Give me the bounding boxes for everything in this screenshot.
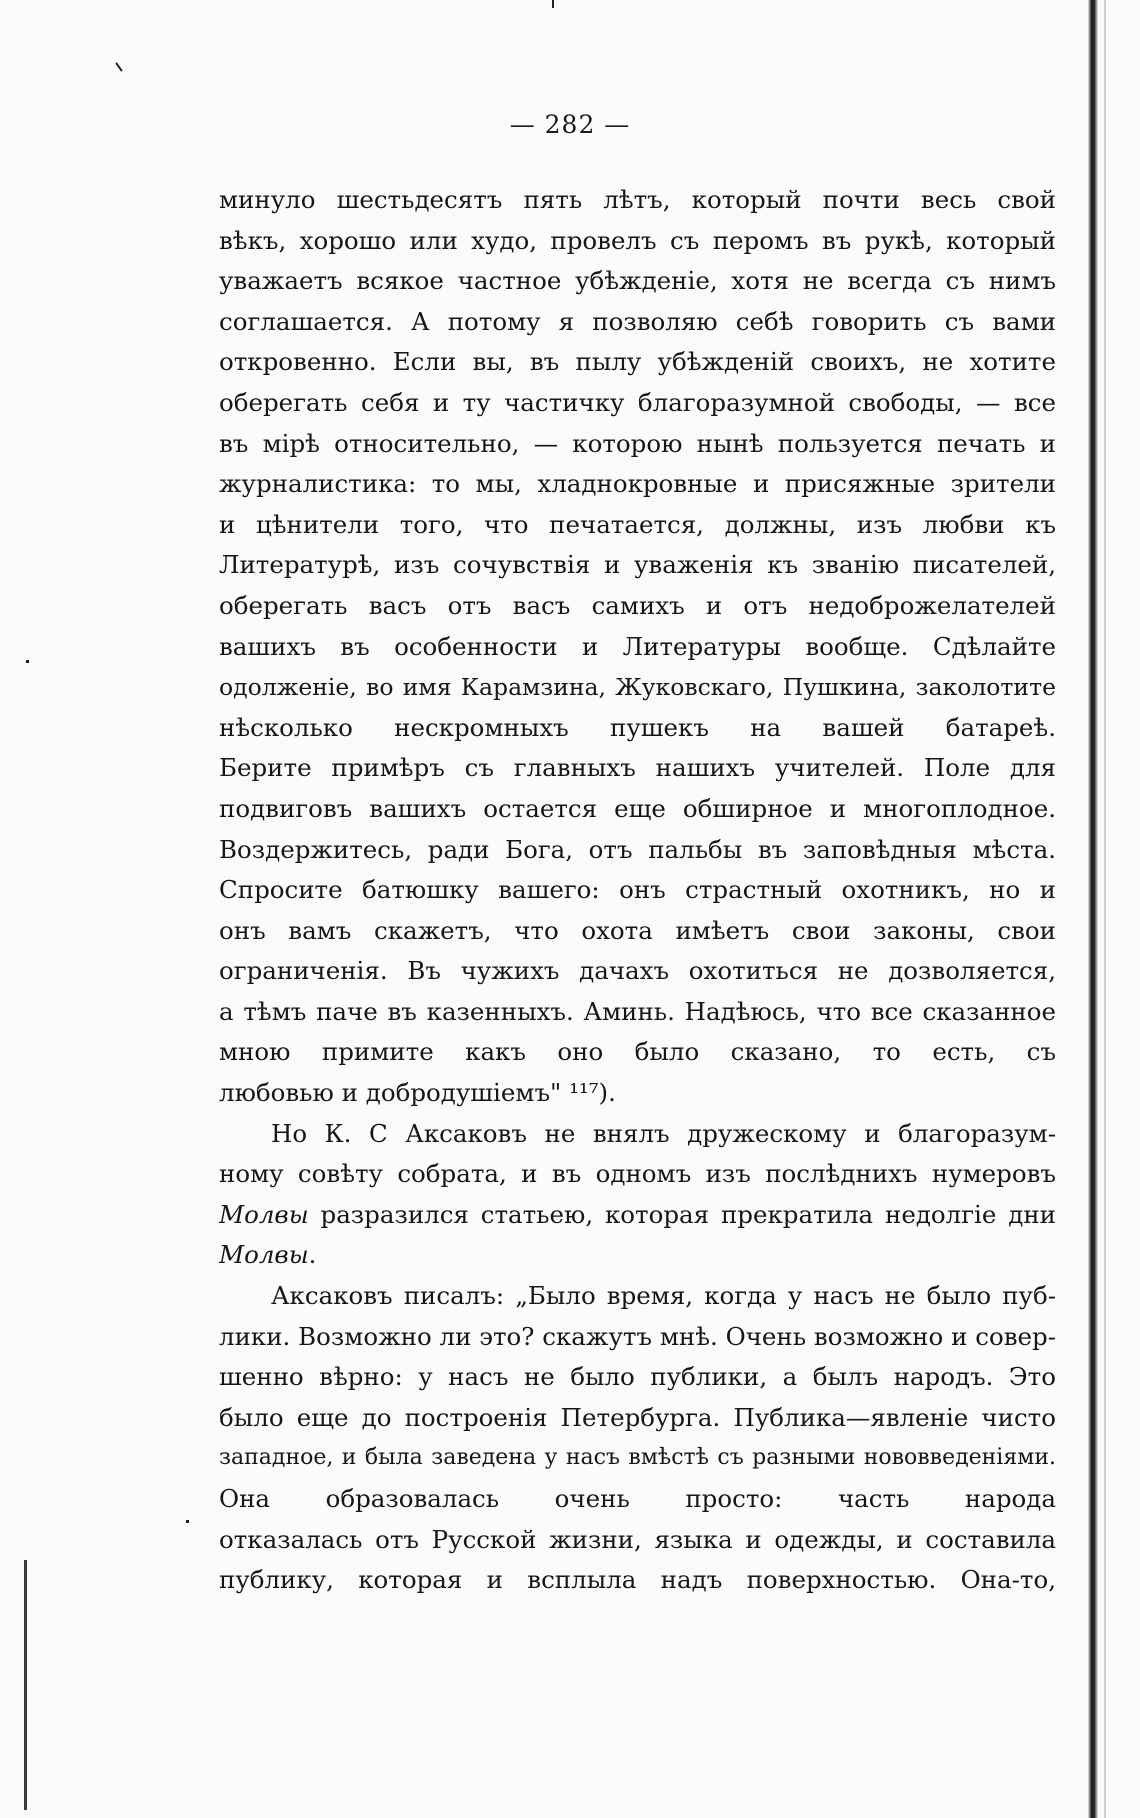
text-line: Литературѣ, изъ сочувствія и уваженія къ званію писателей, (219, 550, 1056, 580)
italic-title: Молвы (219, 1199, 309, 1229)
text-line: подвиговъ вашихъ остается еще обширное и многоплодное. (219, 793, 1056, 823)
text-line: одолженіе, во имя Карамзина, Жуковскаго, Пушкина, заколотите (219, 673, 1056, 702)
paragraph-2 (219, 1114, 1056, 1276)
text-line: публику, которая и всплыла надъ поверхностью. Она-то, (219, 1565, 1056, 1595)
page-edge-line (1104, 0, 1106, 1818)
text-line: шенно вѣрно: у насъ не было публики, а былъ народъ. Это (219, 1362, 1056, 1392)
text-run: разразился статьею, которая прекратила недолгіе дни (308, 1199, 1056, 1229)
text-line: Она образовалась очень просто: часть народа (219, 1484, 1056, 1513)
paragraph-1 (219, 180, 1056, 1114)
text-line: уважаетъ всякое частное убѣжденіе, хотя не всегда съ нимъ (219, 266, 1056, 296)
text-line: журналистика: то мы, хладнокровные и присяжные зрители (219, 469, 1056, 499)
text-line: Воздержитесь, ради Бога, отъ пальбы въ заповѣдныя мѣста. (219, 834, 1056, 864)
text-line: въ мірѣ относительно, — которою нынѣ пользуется печать и (219, 428, 1056, 458)
text-line: Аксаковъ писалъ: „Было время, когда у насъ не было пуб- (271, 1281, 1056, 1311)
text-line: нѣсколько нескромныхъ пушекъ на вашей батареѣ. (219, 712, 1056, 742)
scan-speck (552, 0, 554, 8)
text-line: лики. Возможно ли это? скажутъ мнѣ. Очень возможно и совер- (219, 1321, 1056, 1351)
text-line: любовью и добродушіемъ" ¹¹⁷). (219, 1078, 616, 1108)
page-edge-shadow (1088, 0, 1098, 1818)
text-line: и цѣнители того, что печатается, должны, изъ любви къ (219, 509, 1056, 539)
binding-edge-mark (24, 1560, 27, 1810)
text-line: Но К. С Аксаковъ не внялъ дружескому и благоразум- (271, 1118, 1056, 1148)
text-line: отказалась отъ Русской жизни, языка и одежды, и составила (219, 1524, 1056, 1554)
text-line: соглашается. А потому я позволяю себѣ говорить съ вами (219, 306, 1056, 336)
text-line: оберегать васъ отъ васъ самихъ и отъ недоброжелателей (219, 590, 1056, 620)
text-line: онъ вамъ скажетъ, что охота имѣетъ свои законы, свои (219, 915, 1056, 945)
text-line: ограниченія. Въ чужихъ дачахъ охотиться не дозволяется, (219, 956, 1056, 986)
text-line (219, 1235, 1056, 1276)
scan-speck (115, 62, 122, 71)
body-text (219, 180, 1056, 1601)
italic-title: Молвы (219, 1240, 309, 1270)
text-line: мною примите какъ оно было сказано, то есть, съ (219, 1037, 1056, 1067)
text-line: западное, и была заведена у насъ вмѣстѣ съ разными нововведеніями. (219, 1445, 1056, 1471)
text-line: а тѣмъ паче въ казенныхъ. Аминь. Надѣюсь, что все сказанное (219, 996, 1056, 1026)
text-line: ному совѣту собрата, и въ одномъ изъ послѣднихъ нумеровъ (219, 1159, 1056, 1189)
text-line: Берите примѣръ съ главныхъ нашихъ учителей. Поле для (219, 753, 1056, 783)
page-number: — 282 — (509, 110, 631, 139)
scan-speck (186, 1520, 189, 1523)
text-line: оберегать себя и ту частичку благоразумной свободы, — все (219, 387, 1056, 417)
text-line: Спросите батюшку вашего: онъ страстный охотникъ, но и (219, 875, 1056, 905)
text-line: откровенно. Если вы, въ пылу убѣжденій своихъ, не хотите (219, 347, 1056, 377)
text-line: минуло шестьдесятъ пять лѣтъ, который почти весь свой (219, 185, 1056, 214)
text-line: было еще до построенія Петербурга. Публика—явленіе чисто (219, 1402, 1056, 1432)
text-line: вашихъ въ особенности и Литературы вообще. Сдѣлайте (219, 631, 1056, 661)
scan-speck (26, 660, 29, 663)
text-line (219, 1195, 1056, 1236)
text-run: . (308, 1240, 317, 1270)
paragraph-3 (219, 1276, 1056, 1601)
text-line: вѣкъ, хорошо или худо, провелъ съ перомъ въ рукѣ, который (219, 225, 1056, 255)
